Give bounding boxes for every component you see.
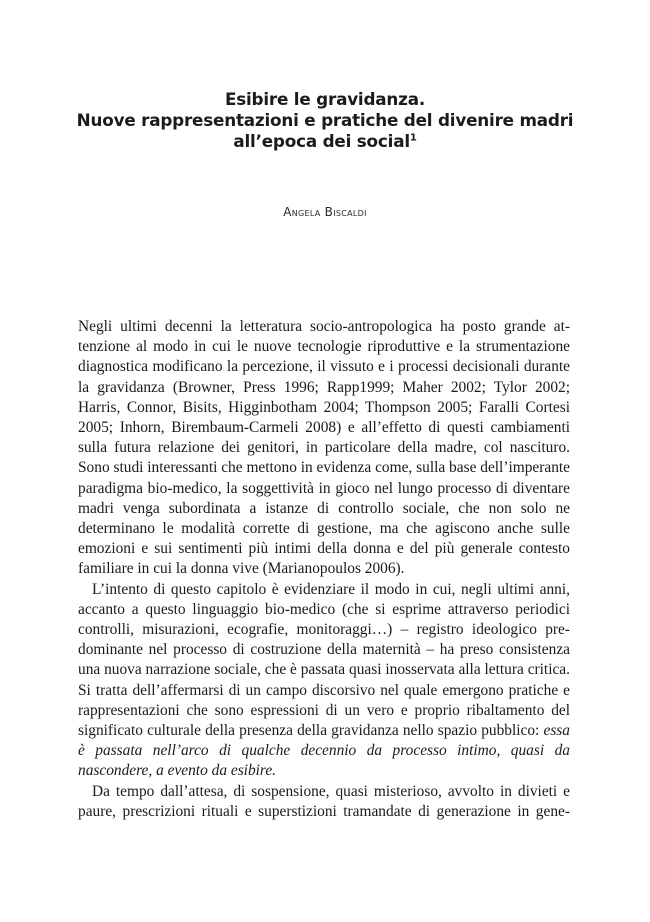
footnote-mark[interactable]: 1 <box>409 132 417 144</box>
paragraph-3: Da tempo dall’attesa, di sospensione, quasi misterioso, avvolto in divieti e paure, prescrizioni rituali e superstizioni tramandate di generazione in gene- <box>78 782 570 820</box>
title-line-3 <box>60 131 590 152</box>
paragraph-2-italic: essa è passata nell’arco di qualche decennio da processo intimo, quasi da nascondere, a evento da esibire. <box>78 722 570 780</box>
body-text <box>78 317 570 822</box>
paragraph-2 <box>78 580 570 782</box>
title-line-2: Nuove rappresentazioni e pratiche del divenire madri <box>76 110 574 130</box>
title-line-3-text: all’epoca dei social <box>233 131 410 151</box>
title-line-1: Esibire le gravidanza. <box>224 89 426 109</box>
chapter-title <box>60 89 590 152</box>
author-name: Angela Biscaldi <box>283 205 367 219</box>
paragraph-1: Negli ultimi decenni la letteratura socio-antropologica ha posto grande attenzione al modo in cui le nuove tecnologie riproduttive e la strumentazione diagnostica modificano la percezione, il vissuto e i processi decisionali durante la gravidanza (Browner, Press 1996; Rapp1999; Maher 2002; Tylor 2002; Harris, Connor, Bisits, Higginbotham 2004; Thompson 2005; Faralli Cortesi 2005; Inhorn, Birembaum-Carmeli 2008) e all’effetto di questi cambiamenti sulla futura relazione dei genitori, in particolare della madre, col nascituro. Sono studi interessanti che mettono in evidenza come, sulla base dell’imperante paradigma bio-medico, la soggettività in gioco nel lungo processo di diventare madri venga subordinata a istanze di controllo sociale, che non solo ne determinano le modalità corrette di gestione, ma che agiscono anche sulle emozioni e sui sentimenti più intimi della donna e del più generale contesto familiare in cui la donna vive (Marianopoulos 2006). <box>78 318 570 578</box>
paragraph-2-text: L’intento di questo capitolo è evidenziare il modo in cui, negli ultimi anni, accanto a questo linguaggio bio-medico (che si esprime attraverso periodici controlli, misurazioni, ecografie, monitoraggi…) – registro ideologico predominante nel processo di costruzione della maternità – ha preso consistenza una nuova narrazione sociale, che è passata quasi inosservata alla lettura critica. Si tratta dell’affermarsi di un campo discorsivo nel quale emergono pratiche e rappresentazioni che sono espressioni di un vero e proprio ribaltamento del significato culturale della presenza della gravidanza nello spazio pubblico: <box>78 580 570 740</box>
